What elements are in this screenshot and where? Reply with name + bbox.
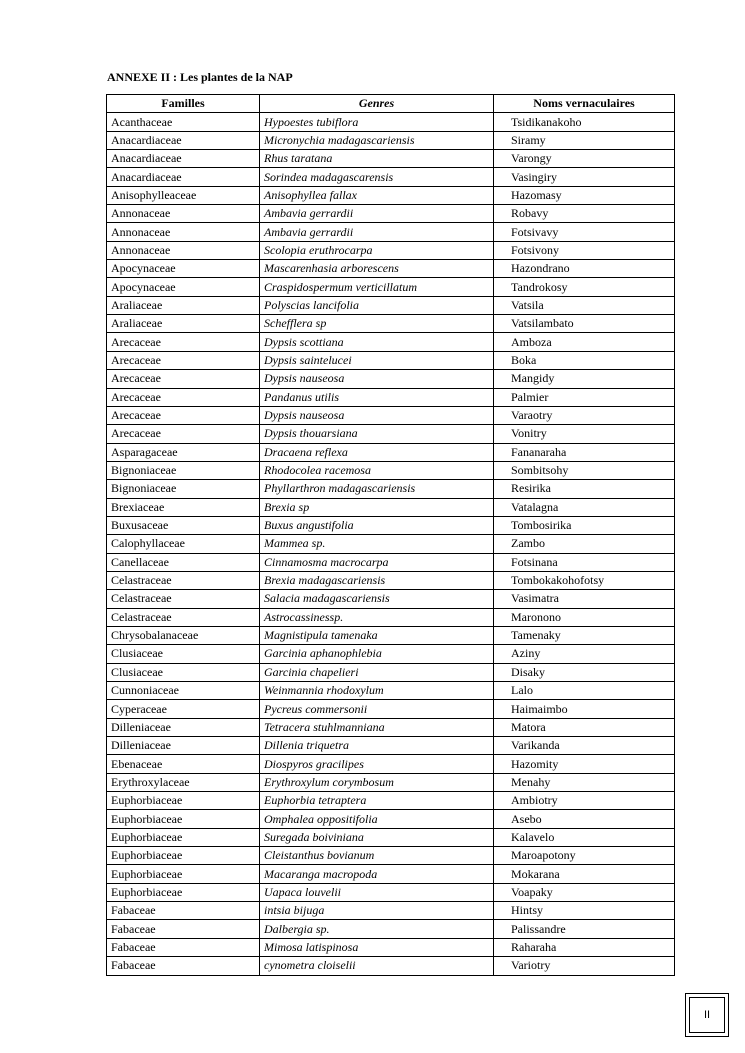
cell-famille: Anacardiaceae [107,168,260,186]
cell-nom-vernaculaire: Tsidikanakoho [494,113,675,131]
table-row [107,626,675,644]
cell-nom-vernaculaire: Varaotry [494,406,675,424]
cell-famille: Fabaceae [107,957,260,975]
cell-nom-vernaculaire: Kalavelo [494,828,675,846]
table-row [107,883,675,901]
cell-genre: Polyscias lancifolia [260,296,494,314]
table-row [107,755,675,773]
cell-famille: Euphorbiaceae [107,810,260,828]
cell-famille: Euphorbiaceae [107,847,260,865]
table-row [107,957,675,975]
cell-genre: Astrocassinessp. [260,608,494,626]
table-row [107,168,675,186]
table-row [107,260,675,278]
cell-famille: Apocynaceae [107,260,260,278]
cell-genre: Euphorbia tetraptera [260,792,494,810]
table-row [107,461,675,479]
cell-genre: Sorindea madagascarensis [260,168,494,186]
cell-famille: Dilleniaceae [107,737,260,755]
table-row [107,498,675,516]
cell-famille: Arecaceae [107,333,260,351]
cell-nom-vernaculaire: Palmier [494,388,675,406]
cell-genre: Dypsis nauseosa [260,370,494,388]
table-row [107,223,675,241]
table-header-row [107,95,675,113]
cell-genre: Omphalea oppositifolia [260,810,494,828]
table-row [107,150,675,168]
cell-genre: Micronychia madagascariensis [260,131,494,149]
cell-genre: Phyllarthron madagascariensis [260,480,494,498]
cell-nom-vernaculaire: Mokarana [494,865,675,883]
cell-nom-vernaculaire: Boka [494,351,675,369]
page-number-box [685,993,729,1037]
cell-nom-vernaculaire: Matora [494,718,675,736]
table-row [107,443,675,461]
table-row [107,186,675,204]
cell-genre: Brexia sp [260,498,494,516]
cell-genre: Macaranga macropoda [260,865,494,883]
cell-famille: Buxusaceae [107,516,260,534]
cell-famille: Brexiaceae [107,498,260,516]
table-row [107,241,675,259]
cell-nom-vernaculaire: Asebo [494,810,675,828]
cell-nom-vernaculaire: Fotsinana [494,553,675,571]
cell-nom-vernaculaire: Lalo [494,682,675,700]
cell-genre: Pycreus commersonii [260,700,494,718]
cell-genre: Pandanus utilis [260,388,494,406]
cell-famille: Cyperaceae [107,700,260,718]
cell-genre: Ambavia gerrardii [260,205,494,223]
cell-famille: Fabaceae [107,938,260,956]
cell-famille: Erythroxylaceae [107,773,260,791]
cell-nom-vernaculaire: Disaky [494,663,675,681]
table-row [107,663,675,681]
cell-nom-vernaculaire: Vasimatra [494,590,675,608]
cell-genre: Salacia madagascariensis [260,590,494,608]
cell-nom-vernaculaire: Hazomasy [494,186,675,204]
table-row [107,865,675,883]
cell-genre: Scolopia eruthrocarpa [260,241,494,259]
cell-nom-vernaculaire: Raharaha [494,938,675,956]
table-row [107,480,675,498]
cell-genre: Anisophyllea fallax [260,186,494,204]
cell-nom-vernaculaire: Hazondrano [494,260,675,278]
cell-nom-vernaculaire: Sombitsohy [494,461,675,479]
cell-genre: Cleistanthus bovianum [260,847,494,865]
table-row [107,590,675,608]
table-row [107,516,675,534]
cell-famille: Euphorbiaceae [107,865,260,883]
cell-nom-vernaculaire: Vatsilambato [494,315,675,333]
table-row [107,278,675,296]
table-row [107,920,675,938]
cell-genre: Uapaca louvelii [260,883,494,901]
cell-genre: cynometra cloiselii [260,957,494,975]
table-row [107,828,675,846]
cell-genre: Mimosa latispinosa [260,938,494,956]
cell-famille: Araliaceae [107,296,260,314]
table-row [107,296,675,314]
column-header-noms-vernaculaires: Noms vernaculaires [494,95,675,113]
cell-nom-vernaculaire: Ambiotry [494,792,675,810]
table-row [107,718,675,736]
table-row [107,406,675,424]
cell-nom-vernaculaire: Hazomity [494,755,675,773]
cell-genre: Erythroxylum corymbosum [260,773,494,791]
cell-genre: Suregada boiviniana [260,828,494,846]
cell-genre: Mascarenhasia arborescens [260,260,494,278]
table-row [107,370,675,388]
cell-famille: Cunnoniaceae [107,682,260,700]
cell-genre: Magnistipula tamenaka [260,626,494,644]
cell-genre: Garcinia aphanophlebia [260,645,494,663]
plants-table [106,94,675,976]
cell-famille: Fabaceae [107,920,260,938]
table-row [107,553,675,571]
cell-genre: Cinnamosma macrocarpa [260,553,494,571]
cell-genre: Garcinia chapelieri [260,663,494,681]
cell-genre: Dillenia triquetra [260,737,494,755]
cell-nom-vernaculaire: Zambo [494,535,675,553]
table-row [107,535,675,553]
cell-famille: Anacardiaceae [107,150,260,168]
table-row [107,737,675,755]
cell-famille: Annonaceae [107,205,260,223]
cell-famille: Euphorbiaceae [107,883,260,901]
cell-genre: Craspidospermum verticillatum [260,278,494,296]
cell-famille: Bignoniaceae [107,461,260,479]
cell-nom-vernaculaire: Hintsy [494,902,675,920]
table-row [107,682,675,700]
cell-famille: Arecaceae [107,370,260,388]
cell-famille: Apocynaceae [107,278,260,296]
cell-famille: Arecaceae [107,388,260,406]
cell-famille: Celastraceae [107,571,260,589]
cell-nom-vernaculaire: Variotry [494,957,675,975]
table-row [107,700,675,718]
cell-nom-vernaculaire: Fotsivony [494,241,675,259]
cell-genre: Dalbergia sp. [260,920,494,938]
cell-genre: intsia bijuga [260,902,494,920]
cell-nom-vernaculaire: Haimaimbo [494,700,675,718]
cell-famille: Celastraceae [107,590,260,608]
cell-famille: Acanthaceae [107,113,260,131]
table-row [107,388,675,406]
cell-genre: Buxus angustifolia [260,516,494,534]
cell-nom-vernaculaire: Vatsila [494,296,675,314]
cell-famille: Annonaceae [107,241,260,259]
cell-genre: Hypoestes tubiflora [260,113,494,131]
cell-genre: Dypsis scottiana [260,333,494,351]
cell-famille: Asparagaceae [107,443,260,461]
cell-famille: Clusiaceae [107,645,260,663]
cell-genre: Rhodocolea racemosa [260,461,494,479]
cell-famille: Canellaceae [107,553,260,571]
cell-genre: Brexia madagascariensis [260,571,494,589]
cell-genre: Mammea sp. [260,535,494,553]
column-header-genres: Genres [260,95,494,113]
column-header-familles: Familles [107,95,260,113]
cell-nom-vernaculaire: Tombosirika [494,516,675,534]
cell-nom-vernaculaire: Fananaraha [494,443,675,461]
cell-famille: Euphorbiaceae [107,828,260,846]
cell-genre: Weinmannia rhodoxylum [260,682,494,700]
table-row [107,902,675,920]
cell-famille: Arecaceae [107,425,260,443]
cell-famille: Calophyllaceae [107,535,260,553]
cell-genre: Dypsis thouarsiana [260,425,494,443]
cell-famille: Bignoniaceae [107,480,260,498]
cell-nom-vernaculaire: Varikanda [494,737,675,755]
cell-nom-vernaculaire: Maronono [494,608,675,626]
cell-nom-vernaculaire: Vonitry [494,425,675,443]
cell-famille: Celastraceae [107,608,260,626]
cell-nom-vernaculaire: Vatalagna [494,498,675,516]
cell-nom-vernaculaire: Tombokakohofotsy [494,571,675,589]
table-row [107,571,675,589]
cell-nom-vernaculaire: Amboza [494,333,675,351]
cell-genre: Dypsis saintelucei [260,351,494,369]
table-row [107,315,675,333]
cell-nom-vernaculaire: Resirika [494,480,675,498]
cell-famille: Araliaceae [107,315,260,333]
cell-famille: Arecaceae [107,351,260,369]
cell-nom-vernaculaire: Varongy [494,150,675,168]
cell-nom-vernaculaire: Voapaky [494,883,675,901]
table-row [107,810,675,828]
cell-nom-vernaculaire: Palissandre [494,920,675,938]
page-title: ANNEXE II : Les plantes de la NAP [107,70,293,84]
table-row [107,608,675,626]
table-row [107,205,675,223]
cell-nom-vernaculaire: Mangidy [494,370,675,388]
table-row [107,113,675,131]
table-row [107,938,675,956]
table-row [107,792,675,810]
cell-genre: Ambavia gerrardii [260,223,494,241]
cell-genre: Rhus taratana [260,150,494,168]
table-row [107,333,675,351]
table-row [107,131,675,149]
cell-famille: Clusiaceae [107,663,260,681]
cell-famille: Anisophylleaceae [107,186,260,204]
cell-famille: Fabaceae [107,902,260,920]
cell-famille: Annonaceae [107,223,260,241]
cell-famille: Euphorbiaceae [107,792,260,810]
cell-genre: Schefflera sp [260,315,494,333]
cell-nom-vernaculaire: Tamenaky [494,626,675,644]
table-row [107,351,675,369]
cell-famille: Chrysobalanaceae [107,626,260,644]
cell-genre: Dypsis nauseosa [260,406,494,424]
cell-nom-vernaculaire: Fotsivavy [494,223,675,241]
cell-famille: Anacardiaceae [107,131,260,149]
cell-nom-vernaculaire: Siramy [494,131,675,149]
table-row [107,425,675,443]
cell-genre: Tetracera stuhlmanniana [260,718,494,736]
cell-nom-vernaculaire: Tandrokosy [494,278,675,296]
cell-famille: Dilleniaceae [107,718,260,736]
cell-nom-vernaculaire: Maroapotony [494,847,675,865]
cell-nom-vernaculaire: Aziny [494,645,675,663]
table-row [107,645,675,663]
cell-genre: Dracaena reflexa [260,443,494,461]
cell-famille: Ebenaceae [107,755,260,773]
table-row [107,773,675,791]
cell-nom-vernaculaire: Menahy [494,773,675,791]
table-body [107,113,675,975]
page-number: II [689,997,725,1033]
cell-nom-vernaculaire: Robavy [494,205,675,223]
cell-nom-vernaculaire: Vasingiry [494,168,675,186]
table-row [107,847,675,865]
cell-genre: Diospyros gracilipes [260,755,494,773]
cell-famille: Arecaceae [107,406,260,424]
